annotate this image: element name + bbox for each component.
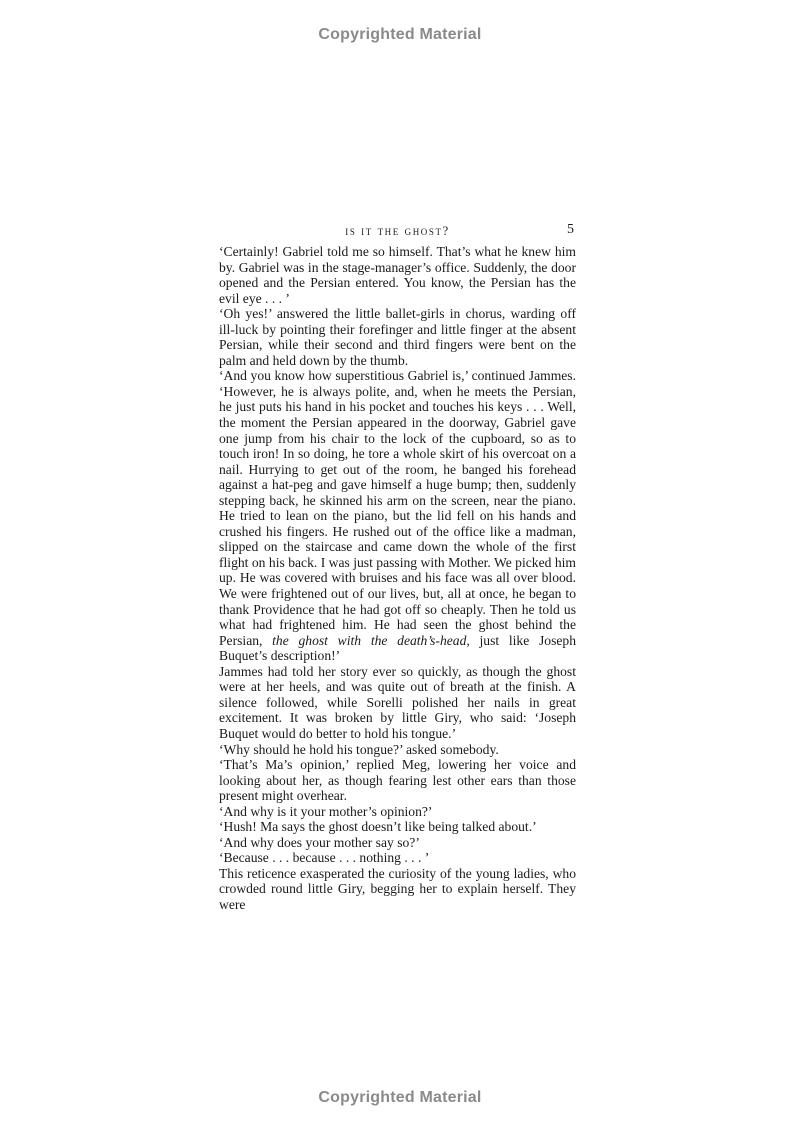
paragraph: Jammes had told her story ever so quickly, as though the ghost were at her heels, and was quite out of breath at the finish. A silence followed, while Sorelli polished her nails in great excitement. It was broken by little Giry, who said: ‘Joseph Buquet would do better to hold his tongue.’ — [219, 663, 576, 741]
paragraph-text: ‘And you know how superstitious Gabriel is,’ continued Jammes. ‘However, he is always polite, and, when he meets the Persian, he just puts his hand in his pocket and touches his keys . . . Well, the moment the Persian appeared in the doorway, Gabriel gave one jump from his chair to the lock of the cupboard, so as to touch iron! In so doing, he tore a whole skirt of his overcoat on a nail. Hurrying to get out of the room, he banged his forehead against a hat-peg and gave himself a huge bump; then, suddenly stepping back, he skinned his arm on the screen, near the piano. He tried to lean on the piano, but the lid fell on his hands and crushed his fingers. He rushed out of the office like a madman, slipped on the staircase and came down the whole of the first flight on his back. I was just passing with Mother. We picked him up. He was covered with bruises and his face was all over blood. We were frightened out of our lives, but, all at once, he began to thank Providence that he had got off so cheaply. Then he told us what had frightened him. He had seen the ghost behind the Persian, — [219, 368, 576, 648]
page-number: 5 — [567, 222, 574, 237]
italic-phrase: the ghost with the death’s-head, — [272, 632, 470, 648]
paragraph: ‘Certainly! Gabriel told me so himself. That’s what he knew him by. Gabriel was in the stage-manager’s office. Suddenly, the door opened and the Persian entered. You know, the Persian has the evil eye . . . ’ — [219, 244, 576, 306]
body-text — [219, 244, 576, 913]
watermark-top: Copyrighted Material — [318, 26, 482, 43]
paragraph: ‘Because . . . because . . . nothing . . . ’ — [219, 850, 430, 866]
paragraph — [219, 368, 576, 663]
chapter-running-title: is it the ghost? — [345, 224, 450, 238]
running-head — [219, 222, 576, 244]
paragraph-text: just like Joseph Buquet’s description!’ — [219, 632, 576, 664]
paragraph: ‘And why does your mother say so?’ — [219, 834, 420, 850]
paragraph: This reticence exasperated the curiosity of the young ladies, who crowded round little Giry, begging her to explain herself. They were — [219, 865, 576, 912]
paragraph: ‘And why is it your mother’s opinion?’ — [219, 803, 433, 819]
book-page — [219, 222, 576, 913]
paragraph: ‘Oh yes!’ answered the little ballet-girls in chorus, warding off ill-luck by pointing their forefinger and little finger at the absent Persian, while their second and third fingers were bent on the palm and held down by the thumb. — [219, 306, 576, 368]
watermark-bottom: Copyrighted Material — [318, 1089, 482, 1106]
paragraph: ‘Hush! Ma says the ghost doesn’t like being talked about.’ — [219, 819, 537, 835]
paragraph: ‘Why should he hold his tongue?’ asked somebody. — [219, 741, 499, 757]
paragraph: ‘That’s Ma’s opinion,’ replied Meg, lowering her voice and looking about her, as though fearing lest other ears than those present might overhear. — [219, 757, 576, 804]
